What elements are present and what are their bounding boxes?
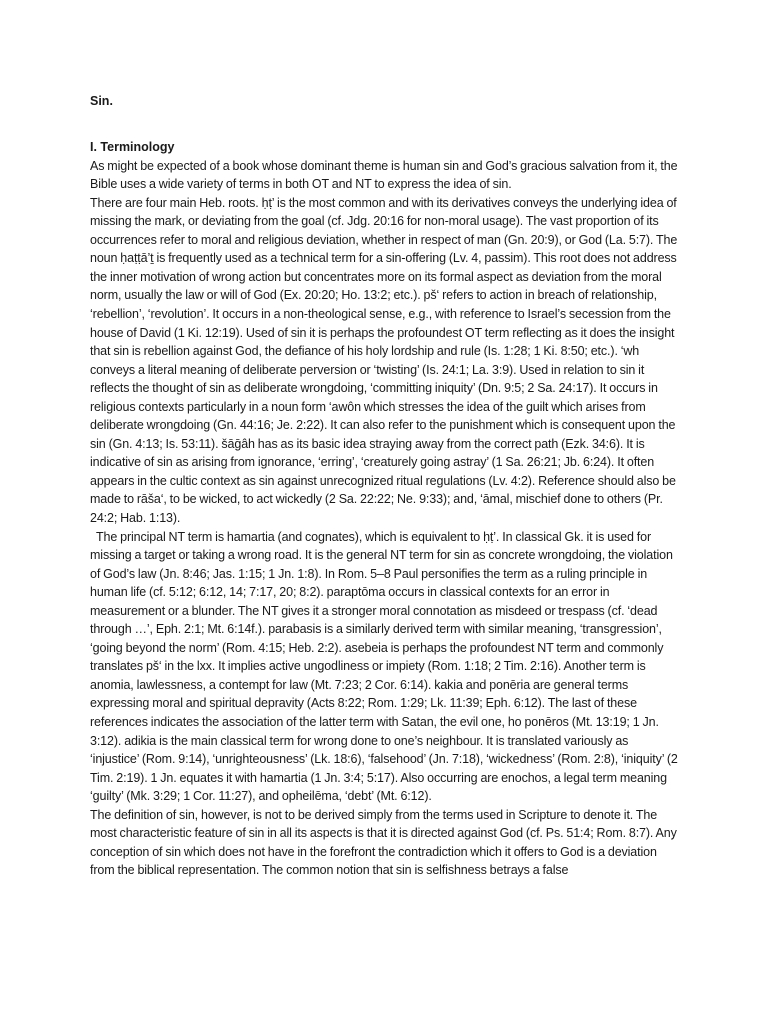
paragraph-hebrew-roots: There are four main Heb. roots. ḥṭ’ is the most common and with its derivatives conveys the underlying idea of missing the mark, or deviating from the goal (cf. Jdg. 20:16 for non-moral usage). The vast proportion of its occurrences refer to moral and religious deviation, whether in respect of man (Gn. 20:9), or God (La. 5:7). The noun ḥaṭṭā’ṯ is frequently used as a technical term for a sin-offering (Lv. 4, passim). This root does not address the inner motivation of wrong action but concentrates more on its formal aspect as deviation from the moral norm, usually the law or will of God (Ex. 20:20; Ho. 13:2; etc.). pš‘ refers to action in breach of relationship, ‘rebellion’, ‘revolution’. It occurs in a non-theological sense, e.g., with reference to Israel’s secession from the house of David (1 Ki. 12:19). Used of sin it is perhaps the profoundest OT term reflecting as it does the insight that sin is rebellion against God, the defiance of his holy lordship and rule (Is. 1:28; 1 Ki. 8:50; etc.). ‘wh conveys a literal meaning of deliberate perversion or ‘twisting’ (Is. 24:1; La. 3:9). Used in relation to sin it reflects the thought of sin as deliberate wrongdoing, ‘committing iniquity’ (Dn. 9:5; 2 Sa. 24:17). It occurs in religious contexts particularly in a noun form ‘awôn which stresses the idea of the guilt which arises from deliberate wrongdoing (Gn. 44:16; Je. 2:22). It can also refer to the punishment which is consequent upon the sin (Gn. 4:13; Is. 53:11). šāḡâh has as its basic idea straying away from the correct path (Ezk. 34:6). It is indicative of sin as arising from ignorance, ‘erring’, ‘creaturely going astray’ (1 Sa. 26:21; Jb. 6:24). It often appears in the cultic context as sin against unrecognized ritual regulations (Lv. 4:2). Reference should also be made to rāša‘, to be wicked, to act wickedly (2 Sa. 22:22; Ne. 9:33); and, ‘āmal, mischief done to others (Pr. 24:2; Hab. 1:13).: [90, 195, 678, 525]
paragraph-definition: The definition of sin, however, is not to be derived simply from the terms used in Scripture to denote it. The most characteristic feature of sin in all its aspects is that it is directed against God (cf. Ps. 51:4; Rom. 8:7). Any conception of sin which does not have in the forefront the contradiction which it offers to God is a deviation from the biblical representation. The common notion that sin is selfishness betrays a false: [90, 807, 677, 878]
document-page: [90, 92, 680, 880]
paragraph-intro: As might be expected of a book whose dominant theme is human sin and God’s gracious salvation from it, the Bible uses a wide variety of terms in both OT and NT to express the idea of sin.: [90, 158, 678, 192]
document-title: Sin.: [90, 94, 113, 108]
section-heading: I. Terminology: [90, 140, 175, 154]
paragraph-nt-terms: The principal NT term is hamartia (and cognates), which is equivalent to ḥṭ’. In classical Gk. it is used for missing a target or taking a wrong road. It is the general NT term for sin as concrete wrongdoing, the violation of God’s law (Jn. 8:46; Jas. 1:15; 1 Jn. 1:8). In Rom. 5–8 Paul personifies the term as a ruling principle in human life (cf. 5:12; 6:12, 14; 7:17, 20; 8:2). paraptōma occurs in classical contexts for an error in measurement or a blunder. The NT gives it a stronger moral connotation as misdeed or trespass (cf. ‘dead through …’, Eph. 2:1; Mt. 6:14f.). parabasis is a similarly derived term with similar meaning, ‘transgression’, ‘going beyond the norm’ (Rom. 4:15; Heb. 2:2). asebeia is perhaps the profoundest NT term and commonly translates pš‘ in the lxx. It implies active ungodliness or impiety (Rom. 1:18; 2 Tim. 2:16). Another term is anomia, lawlessness, a contempt for law (Mt. 7:23; 2 Cor. 6:14). kakia and ponēria are general terms expressing moral and spiritual depravity (Acts 8:22; Rom. 1:29; Lk. 11:39; Eph. 6:12). The last of these references indicates the association of the latter term with Satan, the evil one, ho ponēros (Mt. 13:19; 1 Jn. 3:12). adikia is the main classical term for wrong done to one’s neighbour. It is translated variously as ‘injustice’ (Rom. 9:14), ‘unrighteousness’ (Lk. 18:6), ‘falsehood’ (Jn. 7:18), ‘wickedness’ (Rom. 2:8), ‘iniquity’ (2 Tim. 2:19). 1 Jn. equates it with hamartia (1 Jn. 3:4; 5:17). Also occurring are enochos, a legal term meaning ‘guilty’ (Mk. 3:29; 1 Cor. 11:27), and opheilēma, ‘debt’ (Mt. 6:12).: [90, 529, 678, 804]
